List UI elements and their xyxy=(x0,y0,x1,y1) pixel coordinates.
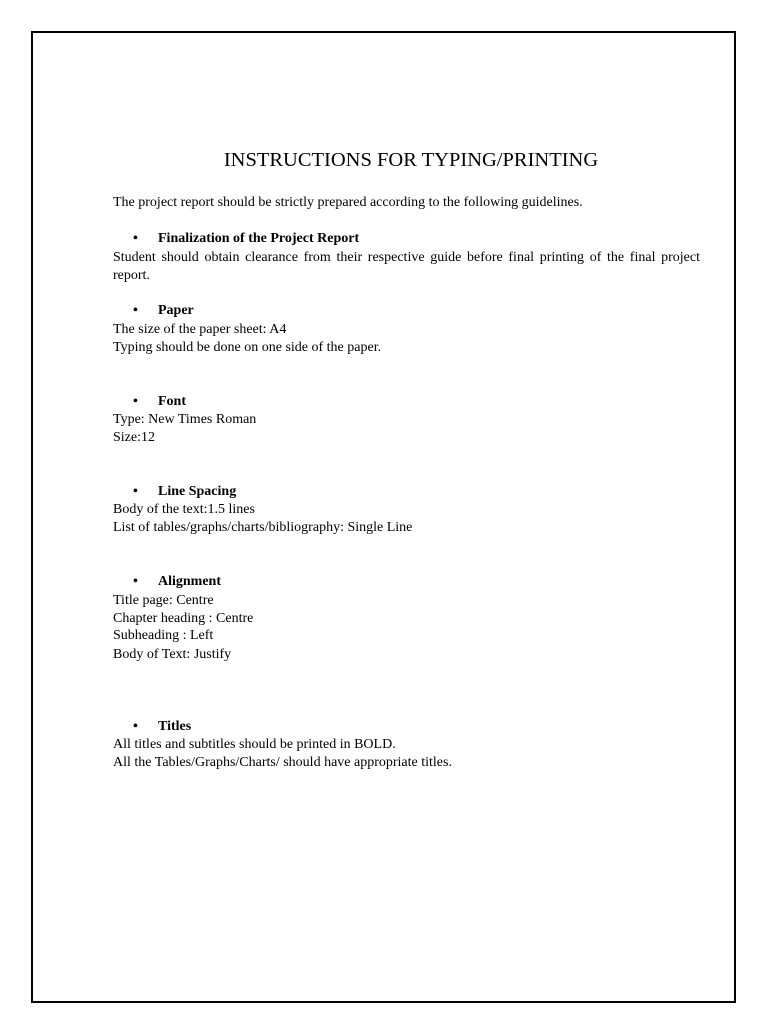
section-line: Body of Text: Justify xyxy=(113,647,232,662)
section-heading-label: Font xyxy=(158,394,186,409)
section-heading-font xyxy=(113,393,186,411)
section-line: Subheading : Left xyxy=(113,628,214,643)
section-line: List of tables/graphs/charts/bibliography: Single Line xyxy=(113,520,413,535)
section-heading-titles xyxy=(113,718,191,736)
section-line: All the Tables/Graphs/Charts/ should have appropriate titles. xyxy=(113,755,452,770)
section-heading-paper xyxy=(113,302,194,320)
section-heading-label: Paper xyxy=(158,303,194,318)
section-line: The size of the paper sheet: A4 xyxy=(113,322,287,337)
section-line: Size:12 xyxy=(113,430,155,445)
section-heading-line-spacing xyxy=(113,483,236,501)
bullet-icon: • xyxy=(133,484,138,499)
section-line: Title page: Centre xyxy=(113,593,214,608)
section-heading-label: Titles xyxy=(158,719,192,734)
bullet-icon: • xyxy=(133,574,138,589)
section-heading-label: Alignment xyxy=(158,574,221,589)
intro-text: The project report should be strictly prepared according to the following guidelines. xyxy=(113,195,583,210)
document-title: INSTRUCTIONS FOR TYPING/PRINTING xyxy=(223,149,599,171)
section-line: Typing should be done on one side of the paper. xyxy=(113,340,382,355)
section-heading-label: Line Spacing xyxy=(158,484,237,499)
bullet-icon: • xyxy=(133,303,138,318)
section-line: Body of the text:1.5 lines xyxy=(113,502,255,517)
section-heading-label: Finalization of the Project Report xyxy=(158,231,360,246)
section-heading-finalization xyxy=(113,230,359,248)
bullet-icon: • xyxy=(133,231,138,246)
section-line: Chapter heading : Centre xyxy=(113,611,254,626)
bullet-icon: • xyxy=(133,719,138,734)
bullet-icon: • xyxy=(133,394,138,409)
section-line: Type: New Times Roman xyxy=(113,412,257,427)
section-heading-alignment xyxy=(113,573,221,591)
section-line: All titles and subtitles should be printed in BOLD. xyxy=(113,737,396,752)
section-text-finalization: Student should obtain clearance from their respective guide before final printing of the final project report. xyxy=(113,250,700,283)
